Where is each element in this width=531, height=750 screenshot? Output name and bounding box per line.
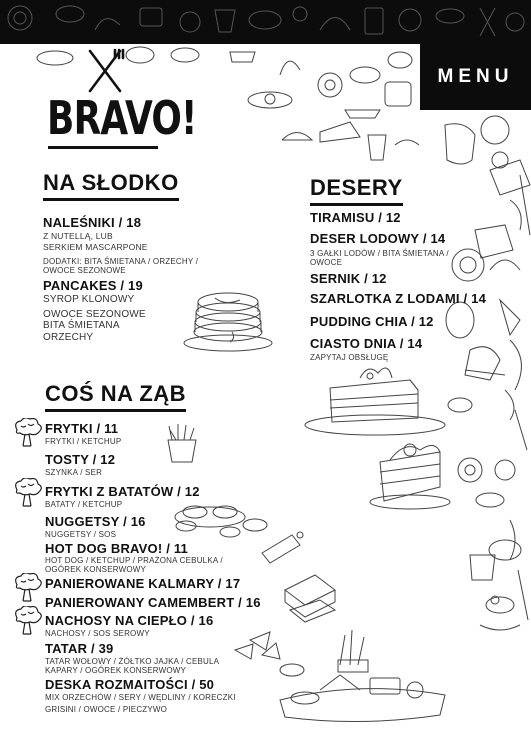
desc-line: ORZECHY xyxy=(43,331,94,343)
desc-line: OWOCE xyxy=(310,258,343,267)
menu-item-nalesniki: NALEŚNIKI / 18 xyxy=(43,215,142,230)
desc-line: TATAR WOŁOWY / ŻÓŁTKO JAJKA / CEBULA xyxy=(45,657,220,666)
menu-item-hot-dog: HOT DOG BRAVO! / 11 xyxy=(45,541,188,556)
menu-item-szarlotka: SZARLOTKA Z LODAMI / 14 xyxy=(310,291,487,306)
desc-line: BITA ŚMIETANA xyxy=(43,320,120,331)
menu-item-desc: NUGGETSY / SOS xyxy=(45,530,117,539)
desc-line: MIX ORZECHÓW / SERY / WĘDLINY / KORECZKI xyxy=(45,693,236,702)
menu-item-sernik: SERNIK / 12 xyxy=(310,271,387,286)
broccoli-icon xyxy=(11,573,43,603)
section-title-text: DESERY xyxy=(310,175,403,200)
menu-item-tosty: TOSTY / 12 xyxy=(45,452,116,467)
food-doodles-top xyxy=(0,0,531,44)
menu-item-desc: FRYTKI / KETCHUP xyxy=(45,437,122,446)
menu-item-deser-lodowy: DESER LODOWY / 14 xyxy=(310,231,446,246)
desc-line: OWOCE SEZONOWE xyxy=(43,308,146,320)
menu-item-pudding-chia: PUDDING CHIA / 12 xyxy=(310,314,434,329)
section-title-text: COŚ NA ZĄB xyxy=(45,381,187,406)
section-underline xyxy=(43,198,179,201)
menu-item-desc xyxy=(45,657,219,675)
menu-item-tiramisu: TIRAMISU / 12 xyxy=(310,210,401,225)
menu-item-desc: ZAPYTAJ OBSŁUGĘ xyxy=(310,353,389,362)
menu-item-desc xyxy=(43,231,148,253)
menu-item-desc xyxy=(43,257,198,275)
section-title-desserts xyxy=(310,175,403,206)
broccoli-icon xyxy=(11,606,43,636)
section-title-text: NA SŁODKO xyxy=(43,170,179,195)
menu-item-frytki-z-batatow: FRYTKI Z BATATÓW / 12 xyxy=(45,484,200,499)
menu-item-desc xyxy=(43,294,146,343)
desc-line: GRISINI / OWOCE / PIECZYWO xyxy=(45,705,168,714)
cutlery-icon xyxy=(85,48,125,94)
desc-line: KAPARY / OGÓREK KONSERWOWY xyxy=(45,666,187,675)
menu-item-ciasto-dnia: CIASTO DNIA / 14 xyxy=(310,336,423,351)
section-title-sweet xyxy=(43,170,179,201)
menu-item-desc: BATATY / KETCHUP xyxy=(45,500,123,509)
top-banner xyxy=(0,0,531,44)
section-underline xyxy=(310,203,403,206)
menu-item-kalmary: PANIEROWANE KALMARY / 17 xyxy=(45,576,241,591)
menu-item-nuggetsy: NUGGETSY / 16 xyxy=(45,514,146,529)
desc-line: Z NUTELLĄ, LUB xyxy=(43,231,113,241)
menu-item-desc: NACHOSY / SOS SEROWY xyxy=(45,629,150,638)
menu-item-desc xyxy=(45,693,236,714)
desc-line: SYROP KLONOWY xyxy=(43,294,135,305)
section-underline xyxy=(45,409,186,412)
menu-item-pancakes: PANCAKES / 19 xyxy=(43,278,143,293)
menu-item-frytki: FRYTKI / 11 xyxy=(45,421,119,436)
menu-badge xyxy=(420,44,531,110)
menu-item-nachosy: NACHOSY NA CIEPŁO / 16 xyxy=(45,613,214,628)
desc-line: OGÓREK KONSERWOWY xyxy=(45,565,147,574)
menu-item-deska: DESKA ROZMAITOŚCI / 50 xyxy=(45,677,215,692)
desc-line: HOT DOG / KETCHUP / PRAŻONA CEBULKA / xyxy=(45,556,223,565)
broccoli-icon xyxy=(11,418,43,448)
desc-line: OWOCE SEZONOWE xyxy=(43,266,126,275)
menu-item-camembert: PANIEROWANY CAMEMBERT / 16 xyxy=(45,595,261,610)
menu-item-desc xyxy=(45,556,223,574)
brand-logo: BRAVO! xyxy=(47,91,197,145)
desc-line: SERKIEM MASCARPONE xyxy=(43,242,148,252)
menu-item-desc xyxy=(310,249,449,267)
section-title-snacks xyxy=(45,381,186,412)
broccoli-icon xyxy=(11,478,43,508)
menu-title: MENU xyxy=(437,66,514,87)
desc-line: 3 GAŁKI LODÓW / BITA ŚMIETANA / xyxy=(310,249,449,258)
menu-item-desc: SZYNKA / SER xyxy=(45,468,103,477)
logo-underline xyxy=(48,146,158,149)
desc-line: DODATKI: BITA ŚMIETANA / ORZECHY / xyxy=(43,257,199,266)
menu-item-tatar: TATAR / 39 xyxy=(45,641,114,656)
